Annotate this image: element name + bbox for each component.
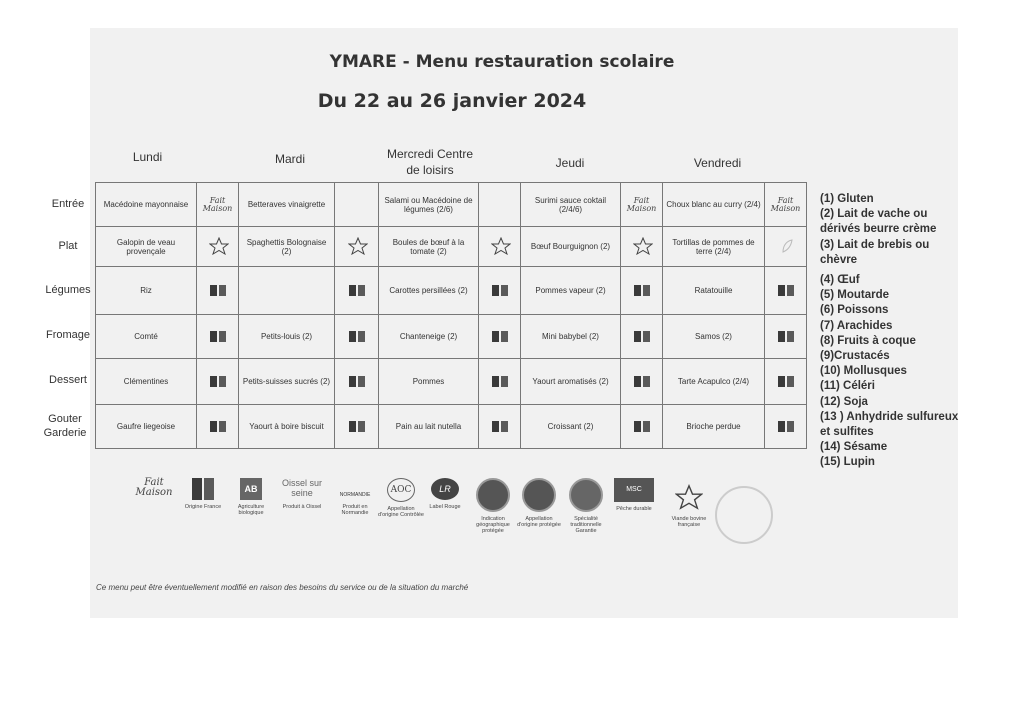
vegetarien-icon (777, 237, 795, 253)
viande-bovine-francaise-icon (209, 237, 227, 253)
origine-france-icon (634, 376, 641, 387)
allergen-item: (4) Œuf (820, 274, 860, 287)
allergen-list (820, 192, 960, 471)
cell-plat-vendredi: Tortillas de pommes de terre (2/4) (663, 227, 765, 267)
row-header-gouter: Gouter Garderie (43, 413, 87, 439)
vbf-icon (668, 484, 710, 512)
cell-legumes-vendredi: Ratatouille (663, 267, 765, 315)
allergen-item: (1) Gluten (820, 193, 874, 205)
row-header-fromage: Fromage (45, 329, 91, 341)
aoc-icon: AOC (387, 478, 415, 502)
legend-vegetarien (714, 486, 774, 548)
ab-icon: AB (240, 478, 262, 500)
allergen-item: (11) Céléri (820, 380, 875, 393)
origine-france-icon (778, 376, 785, 387)
allergen-item: (6) Poissons (820, 304, 889, 317)
legend-aoc: AOC Appellation d'origine Contrôlée (378, 478, 424, 518)
cell-gouter-vendredi: Brioche perdue (663, 405, 765, 449)
table-row-gouter (96, 405, 807, 449)
menu-title: YMARE - Menu restauration scolaire (329, 52, 675, 72)
stg-icon (569, 478, 603, 512)
origine-france-icon (210, 376, 217, 387)
allergen-item: (7) Arachides (820, 319, 893, 332)
cell-entree-jeudi: Surimi sauce coktail (2/4/6) (521, 183, 621, 227)
label-legend (120, 478, 800, 558)
origine-france-icon (634, 421, 641, 432)
vegetarien-icon (715, 486, 773, 544)
cell-plat-lundi: Galopin de veau provençale (96, 227, 197, 267)
fait-maison-icon: Fait Maison (135, 477, 173, 498)
cell-gouter-jeudi: Croissant (2) (521, 405, 621, 449)
day-header-mercredi: Mercredi Centre de loisirs (386, 147, 474, 177)
day-header-mardi: Mardi (274, 152, 305, 166)
fait-maison-icon: Fait Maison (202, 195, 233, 213)
origine-france-icon (349, 376, 356, 387)
table-row-dessert (96, 359, 807, 405)
row-header-legumes: Légumes (45, 284, 91, 296)
cell-dessert-vendredi: Tarte Acapulco (2/4) (663, 359, 765, 405)
allergen-item: (5) Moutarde (820, 289, 889, 302)
legend-oissel: Oissel sur seine Produit à Oissel (274, 478, 330, 510)
origine-france-icon (634, 285, 641, 296)
origine-france-icon (210, 421, 217, 432)
day-header-jeudi: Jeudi (555, 156, 585, 170)
cell-fromage-jeudi: Mini babybel (2) (521, 315, 621, 359)
legend-normandie: NORMANDIE Produit en Normandie (332, 478, 378, 516)
cell-gouter-lundi: Gaufre liegeoise (96, 405, 197, 449)
menu-table (95, 182, 807, 449)
cell-fromage-mardi: Petits-louis (2) (239, 315, 335, 359)
viande-bovine-francaise-icon (348, 237, 366, 253)
cell-fromage-lundi: Comté (96, 315, 197, 359)
allergen-item: (3) Lait de brebis ou chèvre (820, 238, 930, 266)
normandie-icon: NORMANDIE (339, 492, 371, 498)
legend-label-rouge: LR Label Rouge (424, 478, 466, 510)
origine-france-icon (349, 331, 356, 342)
table-row-legumes (96, 267, 807, 315)
table-row-fromage (96, 315, 807, 359)
origine-france-icon (210, 331, 217, 342)
cell-plat-mardi: Spaghettis Bolognaise (2) (239, 227, 335, 267)
origine-france-icon (492, 285, 499, 296)
legend-aop: Appellation d'origine protégée (516, 478, 562, 528)
allergen-item: (9)Crustacés (820, 350, 890, 363)
cell-entree-mardi: Betteraves vinaigrette (239, 183, 335, 227)
allergen-item: (14) Sésame (820, 441, 888, 454)
cell-dessert-jeudi: Yaourt aromatisés (2) (521, 359, 621, 405)
label-rouge-icon: LR (431, 478, 459, 500)
cell-legumes-mercredi: Carottes persillées (2) (379, 267, 479, 315)
legend-vbf: Viande bovine française (668, 484, 710, 528)
cell-legumes-mardi (239, 267, 335, 315)
allergen-item: (13 ) Anhydride sulfureux et sulfites (820, 410, 959, 439)
row-header-dessert: Dessert (49, 374, 87, 386)
legend-bio: AB Agriculture biologique (230, 478, 272, 516)
cell-plat-jeudi: Bœuf Bourguignon (2) (521, 227, 621, 267)
day-header-lundi: Lundi (132, 150, 163, 164)
table-row-plat (96, 227, 807, 267)
cell-dessert-lundi: Clémentines (96, 359, 197, 405)
cell-fromage-mercredi: Chanteneige (2) (379, 315, 479, 359)
row-header-plat: Plat (58, 240, 78, 252)
viande-bovine-francaise-icon (491, 237, 509, 253)
legend-origine-france: Origine France (178, 478, 228, 510)
cell-legumes-jeudi: Pommes vapeur (2) (521, 267, 621, 315)
cell-gouter-mercredi: Pain au lait nutella (379, 405, 479, 449)
origine-france-icon (778, 331, 785, 342)
fait-maison-icon: Fait Maison (626, 195, 657, 213)
menu-dates: Du 22 au 26 janvier 2024 (317, 90, 587, 112)
legend-fait-maison (134, 478, 174, 502)
origine-france-icon (634, 331, 641, 342)
origine-france-icon (778, 421, 785, 432)
origine-france-icon (349, 421, 356, 432)
flag-icon (178, 478, 228, 500)
origine-france-icon (778, 285, 785, 296)
legend-stg: Spécialité traditionnelle Garantie (562, 478, 610, 534)
cell-entree-vendredi: Choux blanc au curry (2/4) (663, 183, 765, 227)
cell-dessert-mercredi: Pommes (379, 359, 479, 405)
cell-entree-mercredi: Salami ou Macédoine de légumes (2/6) (379, 183, 479, 227)
cell-legumes-lundi: Riz (96, 267, 197, 315)
viande-bovine-francaise-icon (633, 237, 651, 253)
cell-entree-lundi: Macédoine mayonnaise (96, 183, 197, 227)
origine-france-icon (492, 421, 499, 432)
cell-fromage-vendredi: Samos (2) (663, 315, 765, 359)
footer-note: Ce menu peut être éventuellement modifié en raison des besoins du service ou de la situation du marché (96, 583, 469, 592)
origine-france-icon (492, 376, 499, 387)
table-row-entree (96, 183, 807, 227)
origine-france-icon (210, 285, 217, 296)
legend-msc: MSC Pêche durable (612, 478, 656, 512)
allergen-item: (12) Soja (820, 395, 868, 408)
origine-france-icon (492, 331, 499, 342)
allergen-item: (15) Lupin (820, 456, 875, 469)
msc-icon: MSC (614, 478, 654, 502)
allergen-item: (10) Mollusques (820, 365, 907, 378)
allergen-item: (8) Fruits à coque (820, 334, 916, 347)
row-header-entree: Entrée (51, 198, 85, 210)
legend-igp: Indication géographique protégée (470, 478, 516, 534)
origine-france-icon (349, 285, 356, 296)
cell-dessert-mardi: Petits-suisses sucrés (2) (239, 359, 335, 405)
oissel-icon: Oissel sur seine (281, 478, 322, 498)
cell-gouter-mardi: Yaourt à boire biscuit (239, 405, 335, 449)
igp-icon (476, 478, 510, 512)
cell-plat-mercredi: Boules de bœuf à la tomate (2) (379, 227, 479, 267)
allergen-item: (2) Lait de vache ou dérivés beurre crème (820, 208, 937, 236)
aop-icon (522, 478, 556, 512)
fait-maison-icon: Fait Maison (770, 195, 801, 213)
day-header-vendredi: Vendredi (693, 156, 742, 170)
